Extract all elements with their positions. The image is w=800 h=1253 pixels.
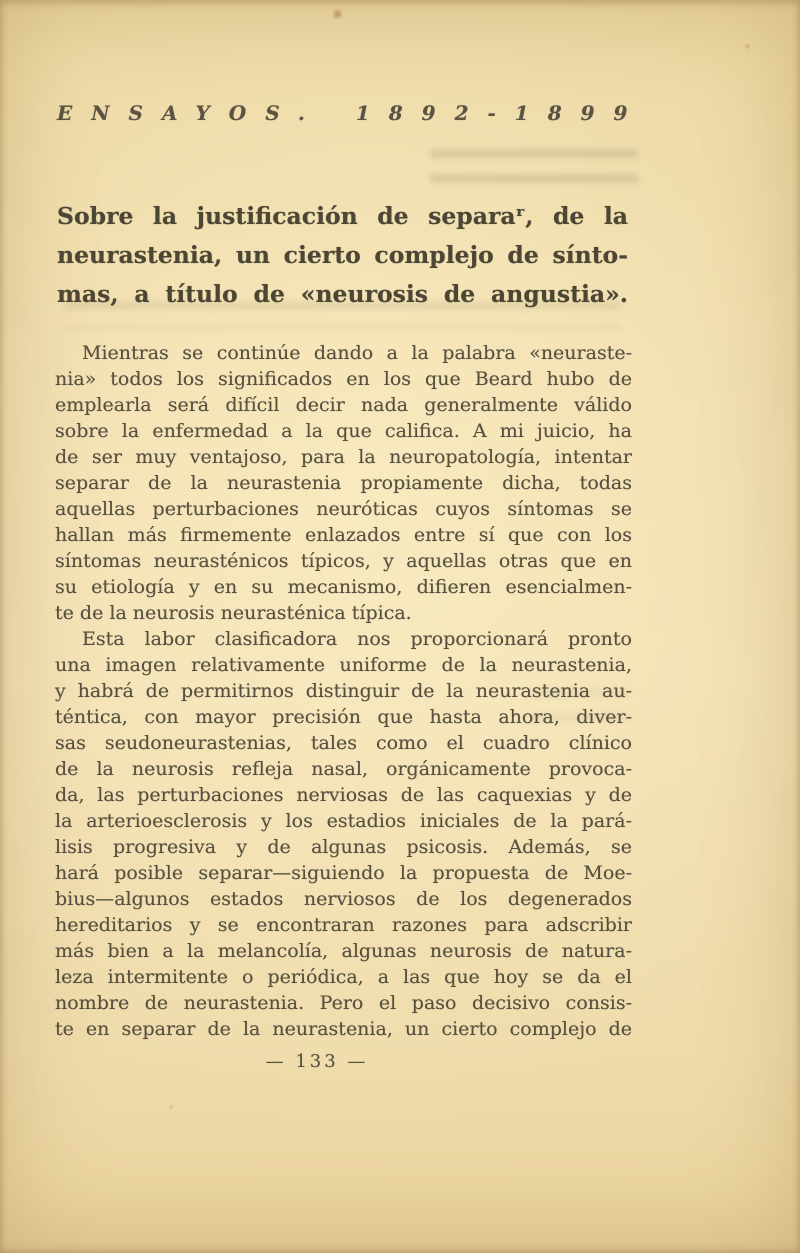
title-line: neurastenia, un cierto complejo de sínto- xyxy=(57,240,628,269)
text-line: bius—algunos estados nerviosos de los degenerados xyxy=(55,888,632,910)
title-line: mas, a título de «neurosis de angustia». xyxy=(57,279,628,308)
text-line: más bien a la melancolía, algunas neurosis de natura- xyxy=(55,940,632,962)
text-line: nia» todos los significados en los que Beard hubo de xyxy=(55,368,632,390)
paper-speck xyxy=(168,1104,174,1110)
text-line: nombre de neurastenia. Pero el paso decisivo consis- xyxy=(55,992,632,1014)
text-line: y habrá de permitirnos distinguir de la neurastenia au- xyxy=(55,680,632,702)
text-line: te de la neurosis neurasténica típica. xyxy=(55,602,412,624)
text-line: la arterioesclerosis y los estadios iniciales de la pará- xyxy=(55,810,632,832)
text-line: hará posible separar—siguiendo la propuesta de Moe- xyxy=(55,862,632,884)
text-line: de ser muy ventajoso, para la neuropatología, intentar xyxy=(55,446,632,468)
text-line: sas seudoneurastenias, tales como el cuadro clínico xyxy=(55,732,632,754)
text-line: da, las perturbaciones nerviosas de las caquexias y de xyxy=(55,784,632,806)
text-line: su etiología y en su mecanismo, difieren esencialmen- xyxy=(55,576,632,598)
text-line: sobre la enfermedad a la que califica. A mi juicio, ha xyxy=(55,420,632,442)
text-line: aquellas perturbaciones neuróticas cuyos síntomas se xyxy=(55,498,632,520)
bleedthrough-artifact xyxy=(430,149,638,197)
text-line: hallan más firmemente enlazados entre sí que con los xyxy=(55,524,632,546)
page-number: — 133 — xyxy=(265,1051,369,1072)
text-line: hereditarios y se encontraran razones para adscribir xyxy=(55,914,632,936)
paragraph xyxy=(55,340,632,626)
text-line: síntomas neurasténicos típicos, y aquellas otras que en xyxy=(55,550,632,572)
body-text xyxy=(55,340,632,1042)
text-line: Esta labor clasificadora nos proporcionará pronto xyxy=(82,628,632,650)
paper-speck xyxy=(331,8,344,20)
text-line: téntica, con mayor precisión que hasta ahora, diver- xyxy=(55,706,632,728)
text-line: separar de la neurastenia propiamente dicha, todas xyxy=(55,472,632,494)
text-line: Mientras se continúe dando a la palabra «neuraste- xyxy=(82,342,632,364)
text-line: emplearla será difícil decir nada generalmente válido xyxy=(55,394,632,416)
essay-title xyxy=(57,197,628,313)
text-line: una imagen relativamente uniforme de la neurastenia, xyxy=(55,654,632,676)
text-line: lisis progresiva y de algunas psicosis. Además, se xyxy=(55,836,632,858)
text-line: te en separar de la neurastenia, un cierto complejo de xyxy=(55,1018,632,1040)
paper-speck xyxy=(744,43,751,50)
title-line: Sobre la justificación de separaʳ, de la xyxy=(57,202,628,230)
paragraph xyxy=(55,626,632,1042)
text-line: de la neurosis refleja nasal, orgánicamente provoca- xyxy=(55,758,632,780)
text-line: leza intermitente o periódica, a las que hoy se da el xyxy=(55,966,632,988)
running-header: ENSAYOS. 1892-1899 xyxy=(57,101,647,125)
